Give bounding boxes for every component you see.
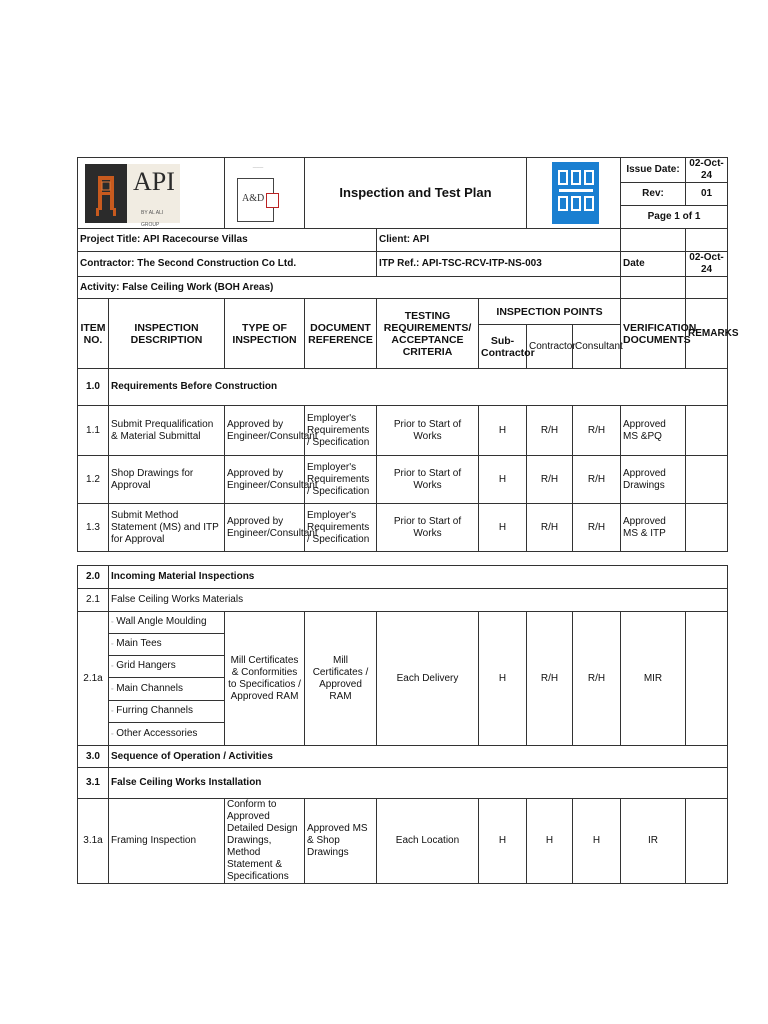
table-row	[78, 456, 728, 504]
item-sub: H	[479, 799, 527, 884]
material-item: ◦ Furring Channels	[109, 701, 225, 723]
col-contractor: Contractor	[527, 325, 573, 369]
ad-logo	[237, 178, 274, 222]
rev-value: 01	[686, 183, 728, 206]
issue-date-label: Issue Date:	[621, 158, 686, 183]
item-remarks	[686, 612, 728, 746]
item-number: 3.1a	[78, 799, 109, 884]
document-title: Inspection and Test Plan	[305, 158, 527, 229]
subsection-number: 2.1	[78, 589, 109, 612]
item-description: Shop Drawings for Approval	[109, 456, 225, 504]
table-row	[78, 406, 728, 456]
item-type: Conform to Approved Detailed Design Drawings, Method Statement & Specifications	[225, 799, 305, 884]
item-verification: MIR	[621, 612, 686, 746]
item-testing: Prior to Start of Works	[377, 504, 479, 552]
item-contractor: R/H	[527, 456, 573, 504]
ccc-logo-cell	[527, 158, 621, 229]
item-consultant: R/H	[573, 612, 621, 746]
itp-reference: ITP Ref.: API-TSC-RCV-ITP-NS-003	[377, 252, 621, 277]
ad-logo-mark	[266, 193, 279, 208]
item-testing: Prior to Start of Works	[377, 456, 479, 504]
issue-date-value: 02-Oct-24	[686, 158, 728, 183]
item-document: Employer's Requirements / Specification	[305, 504, 377, 552]
activity-name: Activity: False Ceiling Work (BOH Areas)	[78, 277, 621, 299]
itp-table-main	[77, 157, 739, 552]
col-item-no: ITEM NO.	[78, 299, 109, 369]
api-logo-cell	[78, 158, 225, 229]
item-consultant: H	[573, 799, 621, 884]
section-title: Requirements Before Construction	[109, 369, 728, 406]
col-document: DOCUMENT REFERENCE	[305, 299, 377, 369]
item-contractor: H	[527, 799, 573, 884]
col-remarks: REMARKS	[686, 299, 728, 369]
item-document: Employer's Requirements / Specification	[305, 456, 377, 504]
col-description: INSPECTION DESCRIPTION	[109, 299, 225, 369]
date-value: 02-Oct-24	[686, 252, 728, 277]
item-sub: H	[479, 406, 527, 456]
section-title: Incoming Material Inspections	[109, 566, 728, 589]
item-number: 1.3	[78, 504, 109, 552]
item-remarks	[686, 799, 728, 884]
item-contractor: R/H	[527, 406, 573, 456]
section-title: Sequence of Operation / Activities	[109, 746, 728, 768]
item-type: Approved by Engineer/Consultant	[225, 504, 305, 552]
item-verification: IR	[621, 799, 686, 884]
section-number: 1.0	[78, 369, 109, 406]
material-item: ◦ Grid Hangers	[109, 656, 225, 678]
rev-label: Rev:	[621, 183, 686, 206]
subsection-title: False Ceiling Works Materials	[109, 589, 728, 612]
table-row	[78, 799, 728, 884]
api-logo-subtext: BY AL ALI GROUP	[141, 210, 164, 228]
item-testing: Each Location	[377, 799, 479, 884]
item-sub: H	[479, 456, 527, 504]
project-title: Project Title: API Racecourse Villas	[78, 229, 377, 252]
chair-icon	[85, 164, 127, 223]
item-remarks	[686, 504, 728, 552]
table-row	[78, 612, 728, 634]
item-verification: Approved MS &PQ	[621, 406, 686, 456]
item-document: Employer's Requirements / Specification	[305, 406, 377, 456]
material-item: ◦ Wall Angle Moulding	[109, 612, 225, 634]
subsection-title: False Ceiling Works Installation	[109, 768, 728, 799]
item-sub: H	[479, 504, 527, 552]
ad-logo-caption: ———	[252, 165, 264, 169]
ccc-logo	[552, 162, 599, 224]
ad-logo-text: A&D	[242, 193, 265, 204]
api-logo	[85, 164, 180, 228]
item-sub: H	[479, 612, 527, 746]
date-label: Date	[621, 252, 686, 277]
item-number: 1.1	[78, 406, 109, 456]
item-testing: Each Delivery	[377, 612, 479, 746]
item-type: Approved by Engineer/Consultant	[225, 406, 305, 456]
item-contractor: R/H	[527, 612, 573, 746]
material-item: ◦ Main Tees	[109, 634, 225, 656]
item-number: 1.2	[78, 456, 109, 504]
item-remarks	[686, 406, 728, 456]
item-consultant: R/H	[573, 406, 621, 456]
col-type: TYPE OF INSPECTION	[225, 299, 305, 369]
item-type: Approved by Engineer/Consultant	[225, 456, 305, 504]
ad-logo-cell	[225, 158, 305, 229]
item-description: Submit Prequalification & Material Submittal	[109, 406, 225, 456]
client-name: Client: API	[377, 229, 621, 252]
col-consultant: Consultant	[573, 325, 621, 369]
material-item: ◦ Other Accessories	[109, 723, 225, 746]
item-description: Framing Inspection	[109, 799, 225, 884]
page-number: Page 1 of 1	[621, 206, 728, 229]
section-number: 3.0	[78, 746, 109, 768]
item-contractor: R/H	[527, 504, 573, 552]
item-remarks	[686, 456, 728, 504]
item-testing: Prior to Start of Works	[377, 406, 479, 456]
item-number: 2.1a	[78, 612, 109, 746]
subsection-number: 3.1	[78, 768, 109, 799]
table-row	[78, 504, 728, 552]
item-type: Mill Certificates & Conformities to Specificatios / Approved RAM	[225, 612, 305, 746]
col-verification: VERIFICATION DOCUMENTS	[621, 299, 686, 369]
section-number: 2.0	[78, 566, 109, 589]
contractor-name: Contractor: The Second Construction Co Ltd.	[78, 252, 377, 277]
api-logo-text: API	[133, 167, 175, 196]
item-document: Mill Certificates / Approved RAM	[305, 612, 377, 746]
item-description: Submit Method Statement (MS) and ITP for Approval	[109, 504, 225, 552]
item-verification: Approved MS & ITP	[621, 504, 686, 552]
material-item: ◦ Main Channels	[109, 678, 225, 701]
item-consultant: R/H	[573, 456, 621, 504]
col-inspection-points: INSPECTION POINTS	[479, 299, 621, 325]
item-verification: Approved Drawings	[621, 456, 686, 504]
item-consultant: R/H	[573, 504, 621, 552]
item-document: Approved MS & Shop Drawings	[305, 799, 377, 884]
itp-table-continued	[77, 565, 728, 884]
col-sub-contractor: Sub-Contractor	[479, 325, 527, 369]
col-testing: TESTING REQUIREMENTS/ ACCEPTANCE CRITERIA	[377, 299, 479, 369]
